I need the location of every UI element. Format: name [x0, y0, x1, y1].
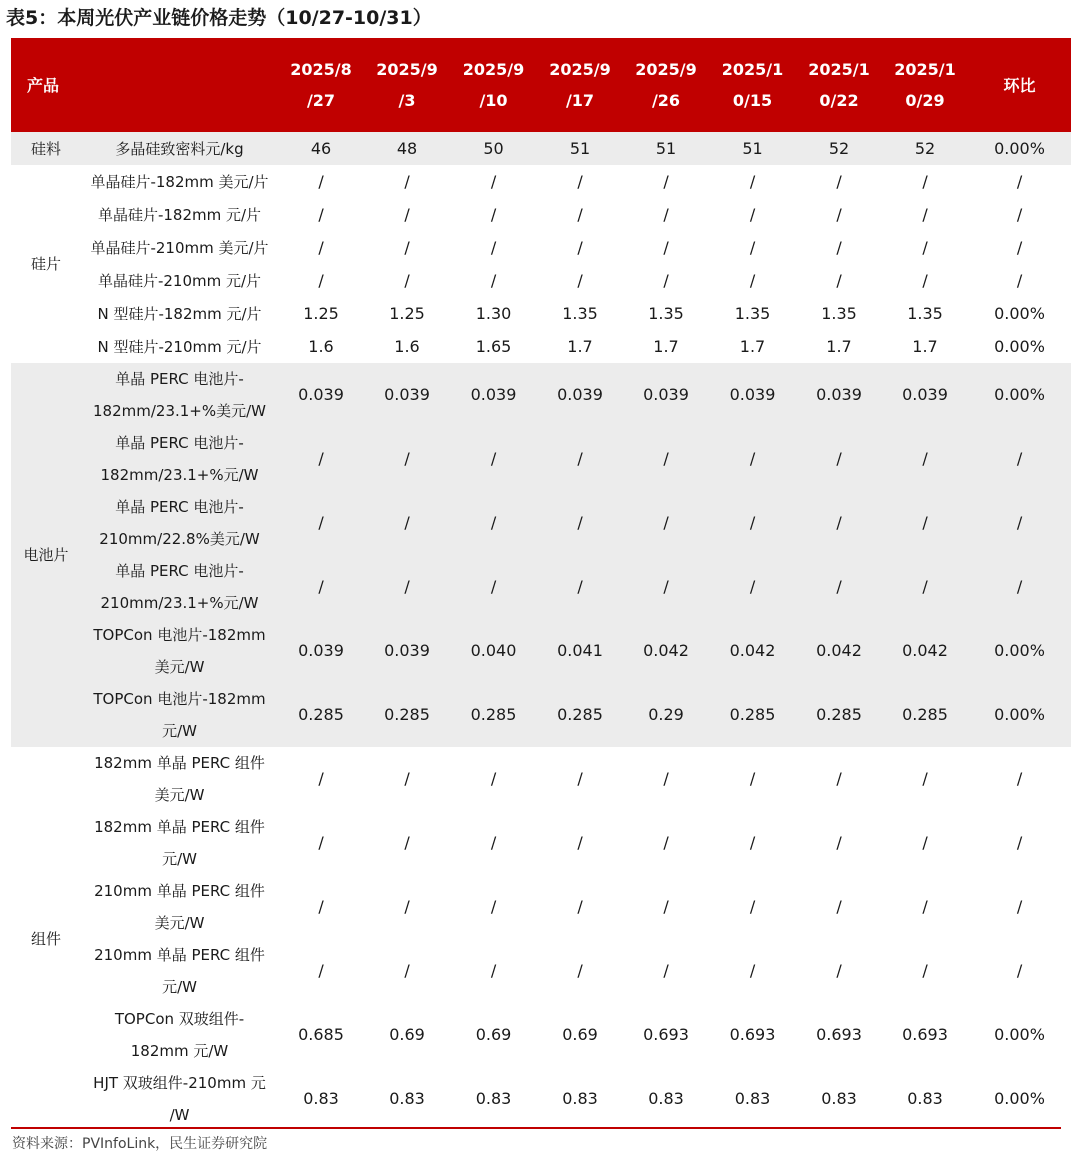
header-date-2 [450, 38, 537, 132]
table-row [11, 875, 1071, 939]
price-cell: / [623, 875, 709, 939]
table-row [11, 165, 1071, 198]
price-cell: / [364, 811, 450, 875]
table-row [11, 939, 1071, 1003]
price-cell: 51 [623, 132, 709, 165]
price-cell: / [537, 811, 623, 875]
price-cell: / [450, 811, 537, 875]
product-name-line: TOPCon 双玻组件- [114, 1010, 245, 1028]
change-cell: / [968, 491, 1071, 555]
price-cell: 0.69 [364, 1003, 450, 1067]
price-cell: / [364, 198, 450, 231]
price-cell: / [537, 427, 623, 491]
price-cell: 0.039 [623, 363, 709, 427]
price-cell: 0.285 [537, 683, 623, 747]
header-date-line: 2025/9 [549, 60, 611, 79]
product-name-cell [81, 198, 278, 231]
product-name-line: 美元/W [154, 786, 205, 804]
price-cell: / [882, 264, 968, 297]
price-cell: / [796, 555, 882, 619]
product-name-line: 元/W [162, 722, 197, 740]
price-cell: / [623, 939, 709, 1003]
product-name-cell [81, 555, 278, 619]
price-cell: / [882, 939, 968, 1003]
price-cell: 0.039 [709, 363, 796, 427]
table-row [11, 1067, 1071, 1131]
price-cell: 0.83 [882, 1067, 968, 1131]
header-date-line: /17 [565, 91, 595, 110]
product-name-cell [81, 231, 278, 264]
price-cell: 52 [882, 132, 968, 165]
price-cell: / [537, 555, 623, 619]
price-cell: 0.693 [623, 1003, 709, 1067]
price-cell: 0.042 [709, 619, 796, 683]
price-cell: / [796, 198, 882, 231]
price-cell: 1.7 [709, 330, 796, 363]
product-name-line: 210mm/23.1+%元/W [100, 594, 259, 612]
price-cell: 51 [537, 132, 623, 165]
price-cell: / [709, 231, 796, 264]
price-cell: / [796, 811, 882, 875]
category-cell: 硅料 [11, 132, 81, 165]
header-date-line: 2025/9 [635, 60, 697, 79]
price-cell: 1.35 [623, 297, 709, 330]
product-name-line: 182mm/23.1+%美元/W [93, 402, 267, 420]
price-cell: 0.83 [623, 1067, 709, 1131]
change-cell: / [968, 555, 1071, 619]
price-cell: 0.039 [278, 619, 364, 683]
price-cell: 0.693 [796, 1003, 882, 1067]
price-cell: / [450, 747, 537, 811]
product-name-line: 单晶 PERC 电池片- [115, 498, 244, 516]
price-cell: / [450, 875, 537, 939]
price-cell: / [278, 555, 364, 619]
change-cell: / [968, 198, 1071, 231]
price-cell: 0.039 [364, 363, 450, 427]
price-cell: 0.039 [278, 363, 364, 427]
price-cell: 0.285 [364, 683, 450, 747]
price-cell: / [364, 875, 450, 939]
product-name-cell [81, 811, 278, 875]
header-date-line: 2025/1 [808, 60, 870, 79]
price-cell: / [364, 165, 450, 198]
price-cell: 0.042 [796, 619, 882, 683]
price-cell: 0.285 [882, 683, 968, 747]
product-name-line: N 型硅片-210mm 元/片 [97, 337, 262, 356]
price-cell: / [537, 231, 623, 264]
price-cell: / [709, 875, 796, 939]
price-cell: / [278, 231, 364, 264]
price-cell: / [278, 198, 364, 231]
price-cell: 0.29 [623, 683, 709, 747]
price-cell: 0.285 [709, 683, 796, 747]
price-cell: / [537, 165, 623, 198]
price-cell: 0.83 [450, 1067, 537, 1131]
price-table [11, 38, 1071, 1131]
product-name-line: 210mm/22.8%美元/W [99, 530, 260, 548]
price-cell: 0.83 [278, 1067, 364, 1131]
price-cell: / [450, 427, 537, 491]
price-cell: / [709, 165, 796, 198]
price-cell: / [882, 198, 968, 231]
table-row [11, 297, 1071, 330]
price-cell: / [796, 747, 882, 811]
price-cell: 1.6 [364, 330, 450, 363]
price-cell: 1.35 [882, 297, 968, 330]
table-row [11, 231, 1071, 264]
product-name-line: 单晶 PERC 电池片- [115, 370, 244, 388]
table-row [11, 683, 1071, 747]
change-cell: / [968, 231, 1071, 264]
price-cell: 0.042 [623, 619, 709, 683]
table-row [11, 555, 1071, 619]
product-name-line: TOPCon 电池片-182mm [93, 690, 266, 708]
product-name-line: 单晶硅片-210mm 元/片 [97, 271, 262, 290]
table-row [11, 1003, 1071, 1067]
price-cell: / [278, 811, 364, 875]
product-name-cell [81, 1003, 278, 1067]
price-cell: / [709, 198, 796, 231]
product-name-line: 元/W [162, 850, 197, 868]
price-cell: 0.285 [796, 683, 882, 747]
table-row [11, 619, 1071, 683]
price-cell: / [796, 264, 882, 297]
product-name-line: 182mm/23.1+%元/W [100, 466, 259, 484]
price-cell: / [450, 491, 537, 555]
category-cell: 硅片 [11, 165, 81, 363]
price-cell: / [882, 427, 968, 491]
price-cell: / [364, 427, 450, 491]
product-name-line: 182mm 单晶 PERC 组件 [94, 818, 265, 836]
header-change: 环比 [968, 38, 1071, 132]
price-cell: / [537, 198, 623, 231]
header-date-line: 0/22 [819, 91, 859, 110]
price-cell: / [882, 747, 968, 811]
product-name-cell [81, 330, 278, 363]
price-cell: / [278, 875, 364, 939]
product-name-line: 单晶硅片-182mm 美元/片 [90, 172, 269, 191]
product-name-line: 元/W [162, 978, 197, 996]
product-name-cell [81, 264, 278, 297]
price-cell: 0.693 [882, 1003, 968, 1067]
price-cell: / [796, 165, 882, 198]
price-cell: 0.69 [537, 1003, 623, 1067]
change-cell: / [968, 875, 1071, 939]
price-cell: / [278, 264, 364, 297]
header-date-line: 0/15 [732, 91, 773, 110]
product-name-cell [81, 165, 278, 198]
price-cell: 1.7 [882, 330, 968, 363]
price-cell: / [709, 811, 796, 875]
price-cell: / [278, 427, 364, 491]
header-date-line: 2025/8 [290, 60, 352, 79]
product-name-cell [81, 363, 278, 427]
price-cell: / [882, 165, 968, 198]
product-name-line: 美元/W [154, 914, 205, 932]
price-cell: / [882, 231, 968, 264]
price-cell: / [709, 747, 796, 811]
price-cell: 1.35 [537, 297, 623, 330]
change-cell: 0.00% [968, 1067, 1071, 1131]
price-cell: 51 [709, 132, 796, 165]
price-cell: / [537, 939, 623, 1003]
change-cell: / [968, 264, 1071, 297]
table-row [11, 427, 1071, 491]
product-name-line: 单晶 PERC 电池片- [115, 562, 244, 580]
price-cell: / [364, 939, 450, 1003]
price-cell: 0.285 [450, 683, 537, 747]
price-cell: 46 [278, 132, 364, 165]
price-cell: / [709, 555, 796, 619]
price-cell: 0.039 [537, 363, 623, 427]
table-body [11, 132, 1071, 1131]
price-cell: 0.039 [882, 363, 968, 427]
price-cell: / [709, 264, 796, 297]
price-cell: / [278, 939, 364, 1003]
price-cell: / [537, 875, 623, 939]
table-row [11, 491, 1071, 555]
price-cell: 0.83 [796, 1067, 882, 1131]
product-name-cell [81, 683, 278, 747]
product-name-cell [81, 132, 278, 165]
header-date-5 [709, 38, 796, 132]
price-cell: 1.7 [796, 330, 882, 363]
product-name-line: N 型硅片-182mm 元/片 [97, 304, 262, 323]
header-date-6 [796, 38, 882, 132]
price-cell: 52 [796, 132, 882, 165]
product-name-cell [81, 619, 278, 683]
price-cell: / [623, 231, 709, 264]
price-cell: / [364, 491, 450, 555]
product-name-line: HJT 双玻组件-210mm 元 [93, 1074, 266, 1092]
price-cell: / [709, 427, 796, 491]
table-row [11, 198, 1071, 231]
price-cell: 48 [364, 132, 450, 165]
price-cell: / [623, 555, 709, 619]
price-cell: 0.041 [537, 619, 623, 683]
header-date-1 [364, 38, 450, 132]
product-name-cell [81, 747, 278, 811]
product-name-cell [81, 875, 278, 939]
product-name-line: 210mm 单晶 PERC 组件 [94, 946, 265, 964]
price-cell: / [278, 747, 364, 811]
price-cell: 0.685 [278, 1003, 364, 1067]
price-cell: 1.30 [450, 297, 537, 330]
price-cell: / [364, 231, 450, 264]
price-cell: / [364, 747, 450, 811]
price-cell: / [882, 555, 968, 619]
header-date-line: /10 [479, 91, 508, 110]
table-row [11, 264, 1071, 297]
price-cell: / [882, 875, 968, 939]
price-cell: / [623, 811, 709, 875]
header-date-line: 2025/1 [721, 60, 784, 79]
price-cell: / [623, 747, 709, 811]
change-cell: 0.00% [968, 363, 1071, 427]
price-cell: 0.83 [709, 1067, 796, 1131]
price-cell: 1.35 [709, 297, 796, 330]
price-cell: 0.039 [450, 363, 537, 427]
change-cell: 0.00% [968, 297, 1071, 330]
product-name-cell [81, 297, 278, 330]
change-cell: / [968, 427, 1071, 491]
price-cell: 1.7 [537, 330, 623, 363]
price-cell: / [450, 198, 537, 231]
price-cell: 0.042 [882, 619, 968, 683]
price-cell: 1.25 [364, 297, 450, 330]
product-name-cell [81, 491, 278, 555]
price-cell: 0.693 [709, 1003, 796, 1067]
price-cell: 0.040 [450, 619, 537, 683]
header-product: 产品 [11, 38, 278, 132]
price-cell: / [796, 231, 882, 264]
price-cell: / [796, 491, 882, 555]
price-cell: 1.35 [796, 297, 882, 330]
header-date-line: 2025/9 [376, 60, 438, 79]
header-date-line: /3 [398, 91, 416, 110]
product-name-line: 单晶硅片-210mm 美元/片 [90, 238, 269, 257]
header-date-0 [278, 38, 364, 132]
price-cell: 0.039 [796, 363, 882, 427]
table-row [11, 363, 1071, 427]
price-cell: / [623, 264, 709, 297]
product-name-cell [81, 1067, 278, 1131]
price-cell: / [709, 939, 796, 1003]
header-date-7 [882, 38, 968, 132]
header-date-line: 2025/1 [894, 60, 956, 79]
price-cell: 1.6 [278, 330, 364, 363]
product-name-line: 单晶 PERC 电池片- [115, 434, 244, 452]
price-cell: / [364, 264, 450, 297]
price-cell: / [278, 491, 364, 555]
change-cell: 0.00% [968, 1003, 1071, 1067]
price-cell: 1.7 [623, 330, 709, 363]
change-cell: / [968, 939, 1071, 1003]
header-date-4 [623, 38, 709, 132]
header-date-line: 0/29 [905, 91, 945, 110]
category-cell: 组件 [11, 747, 81, 1131]
price-cell: / [796, 427, 882, 491]
table-title: 表5：本周光伏产业链价格走势（10/27-10/31） [6, 7, 432, 29]
product-name-line: 182mm 元/W [130, 1042, 229, 1060]
change-cell: / [968, 811, 1071, 875]
price-cell: / [882, 491, 968, 555]
category-cell: 电池片 [11, 363, 81, 747]
price-cell: / [450, 165, 537, 198]
price-cell: / [450, 264, 537, 297]
source-note: 资料来源：PVInfoLink，民生证券研究院 [12, 1136, 268, 1152]
price-cell: / [623, 198, 709, 231]
price-cell: / [450, 231, 537, 264]
price-cell: / [709, 491, 796, 555]
header-row [11, 38, 1071, 132]
price-cell: / [623, 165, 709, 198]
price-cell: / [796, 875, 882, 939]
price-cell: / [796, 939, 882, 1003]
change-cell: / [968, 747, 1071, 811]
product-name-line: 单晶硅片-182mm 元/片 [97, 205, 262, 224]
price-cell: / [882, 811, 968, 875]
product-name-line: 美元/W [154, 658, 205, 676]
product-name-cell [81, 427, 278, 491]
price-cell: 0.83 [537, 1067, 623, 1131]
price-cell: / [623, 491, 709, 555]
price-cell: / [537, 491, 623, 555]
header-date-line: 2025/9 [462, 60, 525, 79]
table-bottom-rule [11, 1127, 1061, 1129]
change-cell: 0.00% [968, 619, 1071, 683]
price-cell: / [278, 165, 364, 198]
price-cell: 0.039 [364, 619, 450, 683]
change-cell: 0.00% [968, 132, 1071, 165]
price-cell: 1.25 [278, 297, 364, 330]
table-row [11, 132, 1071, 165]
change-cell: 0.00% [968, 330, 1071, 363]
price-cell: / [364, 555, 450, 619]
price-cell: 1.65 [450, 330, 537, 363]
table-row [11, 811, 1071, 875]
price-cell: / [623, 427, 709, 491]
product-name-cell [81, 939, 278, 1003]
product-name-line: 210mm 单晶 PERC 组件 [94, 882, 265, 900]
table-row [11, 330, 1071, 363]
price-cell: / [537, 264, 623, 297]
price-cell: / [450, 555, 537, 619]
change-cell: / [968, 165, 1071, 198]
price-cell: / [537, 747, 623, 811]
table-row [11, 747, 1071, 811]
header-date-line: /27 [306, 91, 336, 110]
price-cell: / [450, 939, 537, 1003]
product-name-line: 多晶硅致密料元/kg [115, 139, 244, 158]
product-name-line: 182mm 单晶 PERC 组件 [94, 754, 265, 772]
product-name-line: /W [169, 1106, 190, 1124]
product-name-line: TOPCon 电池片-182mm [93, 626, 266, 644]
header-date-line: /26 [651, 91, 681, 110]
price-cell: 0.83 [364, 1067, 450, 1131]
price-cell: 0.69 [450, 1003, 537, 1067]
change-cell: 0.00% [968, 683, 1071, 747]
price-cell: 50 [450, 132, 537, 165]
header-date-3 [537, 38, 623, 132]
price-cell: 0.285 [278, 683, 364, 747]
